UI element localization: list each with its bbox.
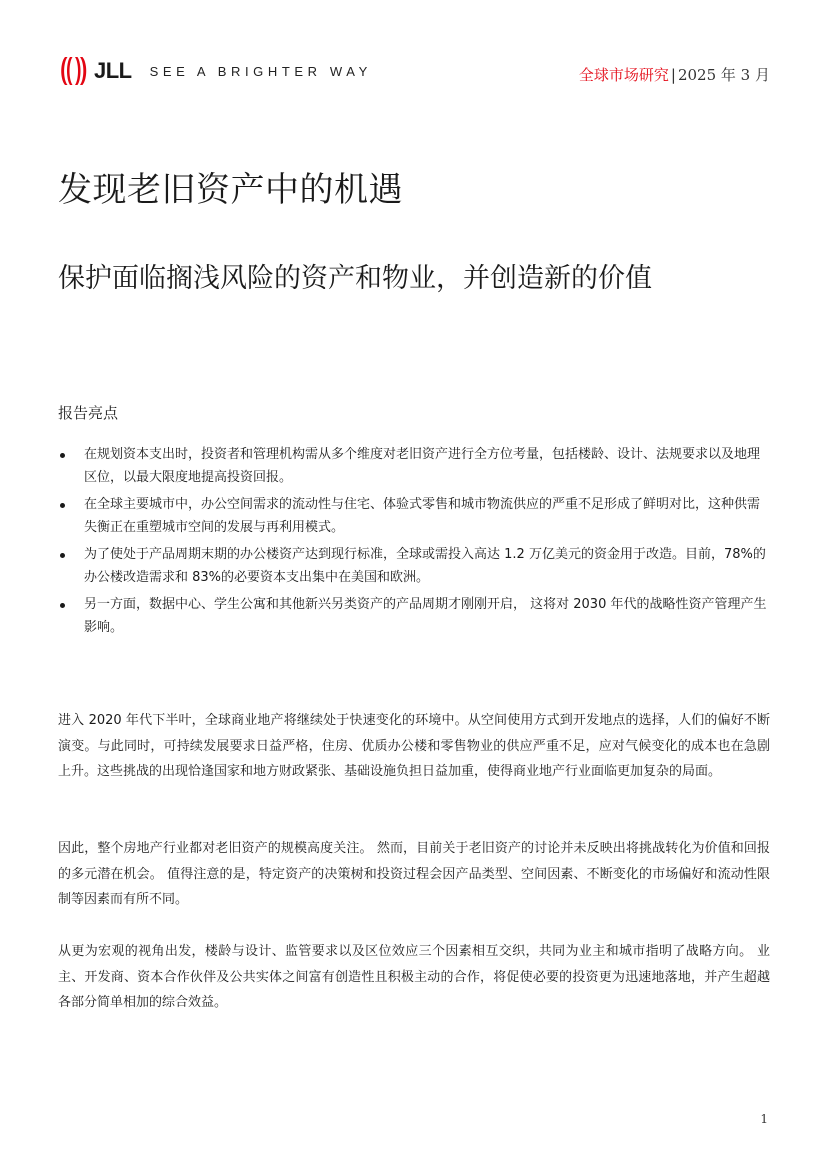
bullet-icon	[60, 603, 65, 608]
body-paragraph: 从更为宏观的视角出发，楼龄与设计、监管要求以及区位效应三个因素相互交织，共同为业主和城市指明了战略方向。 业主、开发商、资本合作伙伴及公共实体之间富有创造性且积极主动的合作，将促使必要的投资更为迅速地落地，并产生超越各部分简单相加的综合效益。	[58, 944, 770, 1010]
report-meta	[579, 64, 770, 85]
body-paragraph: 进入 2020 年代下半叶，全球商业地产将继续处于快速变化的环境中。从空间使用方式到开发地点的选择，人们的偏好不断演变。与此同时，可持续发展要求日益严格，住房、优质办公楼和零售物业的供应严重不足，应对气候变化的成本也在急剧上升。这些挑战的出现恰逢国家和地方财政紧张、基础设施负担日益加重，使得商业地产行业面临更加复杂的局面。	[58, 713, 770, 779]
page-subtitle: 保护面临搁浅风险的资产和物业，并创造新的价值	[58, 263, 652, 294]
highlights-list	[58, 443, 770, 643]
logo-tagline: SEE A BRIGHTER WAY	[149, 63, 372, 79]
list-item	[58, 593, 770, 639]
jll-logo-icon	[58, 54, 90, 88]
bullet-icon	[60, 453, 65, 458]
bullet-icon	[60, 553, 65, 558]
report-series: 全球市场研究	[578, 66, 669, 84]
highlight-text: 为了使处于产品周期末期的办公楼资产达到现行标准，全球或需投入高达 1.2 万亿美元的资金用于改造。目前，78%的办公楼改造需求和 83%的必要资本支出集中在美国和欧洲。	[84, 547, 766, 585]
body-paragraph: 因此，整个房地产行业都对老旧资产的规模高度关注。 然而，目前关于老旧资产的讨论并未反映出将挑战转化为价值和回报的多元潜在机会。 值得注意的是，特定资产的决策树和投资过程会因产品类型、空间因素、不断变化的市场偏好和流动性限制等因素而有所不同。	[58, 841, 770, 907]
list-item	[58, 493, 770, 539]
highlights-heading: 报告亮点	[58, 404, 119, 422]
list-item	[58, 443, 770, 489]
list-item	[58, 543, 770, 589]
highlight-text: 在全球主要城市中，办公空间需求的流动性与住宅、体验式零售和城市物流供应的严重不足形成了鲜明对比，这种供需失衡正在重塑城市空间的发展与再利用模式。	[84, 497, 761, 535]
page-header	[58, 52, 770, 92]
bullet-icon	[60, 503, 65, 508]
page-title: 发现老旧资产中的机遇	[58, 170, 403, 210]
highlight-text: 另一方面，数据中心、学生公寓和其他新兴另类资产的产品周期才刚刚开启， 这将对 2030 年代的战略性资产管理产生影响。	[84, 597, 767, 635]
report-date: 2025 年 3 月	[677, 66, 770, 84]
highlight-text: 在规划资本支出时，投资者和管理机构需从多个维度对老旧资产进行全方位考量，包括楼龄、设计、法规要求以及地理区位，以最大限度地提高投资回报。	[84, 447, 761, 485]
page-number: 1	[760, 1112, 768, 1126]
jll-logo	[58, 54, 372, 88]
meta-separator: |	[670, 66, 676, 84]
logo-wordmark: JLL	[94, 58, 132, 83]
